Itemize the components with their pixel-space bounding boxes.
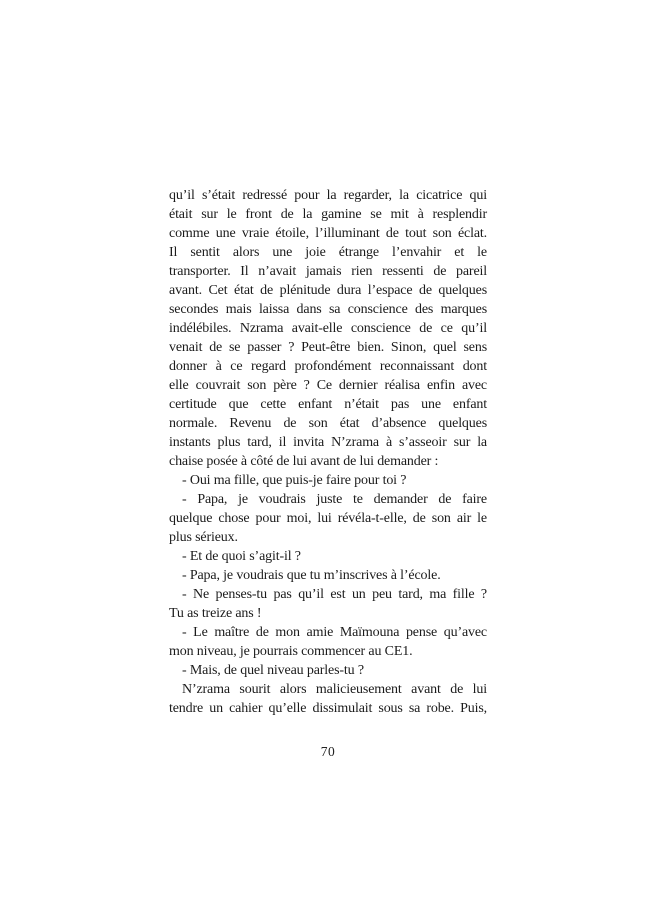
- page-text-block: [169, 186, 487, 718]
- text-line: - Mais, de quel niveau parles-tu ?: [182, 663, 364, 678]
- text-line: venait de se passer ? Peut-être bien. Sinon, quel sens: [169, 340, 487, 355]
- text-line: Il sentit alors une joie étrange l’envahir et le: [169, 245, 487, 260]
- text-line: plus sérieux.: [169, 530, 238, 545]
- text-line: avant. Cet état de plénitude dura l’espace de quelques: [169, 283, 487, 298]
- text-line: certitude que cette enfant n’était pas une enfant: [169, 397, 487, 412]
- text-line: normale. Revenu de son état d’absence quelques: [169, 416, 487, 431]
- text-line: - Et de quoi s’agit-il ?: [182, 549, 301, 564]
- text-line: quelque chose pour moi, lui révéla-t-elle, de son air le: [169, 511, 487, 526]
- text-line: elle couvrait son père ? Ce dernier réalisa enfin avec: [169, 378, 487, 393]
- text-line: - Papa, je voudrais juste te demander de faire: [182, 492, 487, 507]
- text-line: qu’il s’était redressé pour la regarder, la cicatrice qui: [169, 188, 487, 203]
- text-line: secondes mais laissa dans sa conscience des marques: [169, 302, 487, 317]
- text-line: - Le maître de mon amie Maïmouna pense qu’avec: [182, 625, 487, 640]
- text-line: N’zrama sourit alors malicieusement avant de lui: [182, 682, 487, 697]
- text-line: tendre un cahier qu’elle dissimulait sous sa robe. Puis,: [169, 701, 487, 716]
- text-line: instants plus tard, il invita N’zrama à s’asseoir sur la: [169, 435, 487, 450]
- text-line: chaise posée à côté de lui avant de lui demander :: [169, 454, 439, 469]
- text-line: - Papa, je voudrais que tu m’inscrives à l’école.: [182, 568, 441, 583]
- text-line: comme une vraie étoile, l’illuminant de tout son éclat.: [169, 226, 487, 241]
- page-number: 70: [320, 744, 336, 759]
- text-line: mon niveau, je pourrais commencer au CE1.: [169, 644, 413, 659]
- text-line: était sur le front de la gamine se mit à resplendir: [169, 207, 487, 222]
- text-line: donner à ce regard profondément reconnaissant dont: [169, 359, 487, 374]
- text-line: - Oui ma fille, que puis-je faire pour toi ?: [182, 473, 407, 488]
- text-line: transporter. Il n’avait jamais rien ressenti de pareil: [169, 264, 487, 279]
- text-line: - Ne penses-tu pas qu’il est un peu tard, ma fille ?: [182, 587, 487, 602]
- text-line: indélébiles. Nzrama avait-elle conscience de ce qu’il: [169, 321, 487, 336]
- text-line: Tu as treize ans !: [169, 606, 262, 621]
